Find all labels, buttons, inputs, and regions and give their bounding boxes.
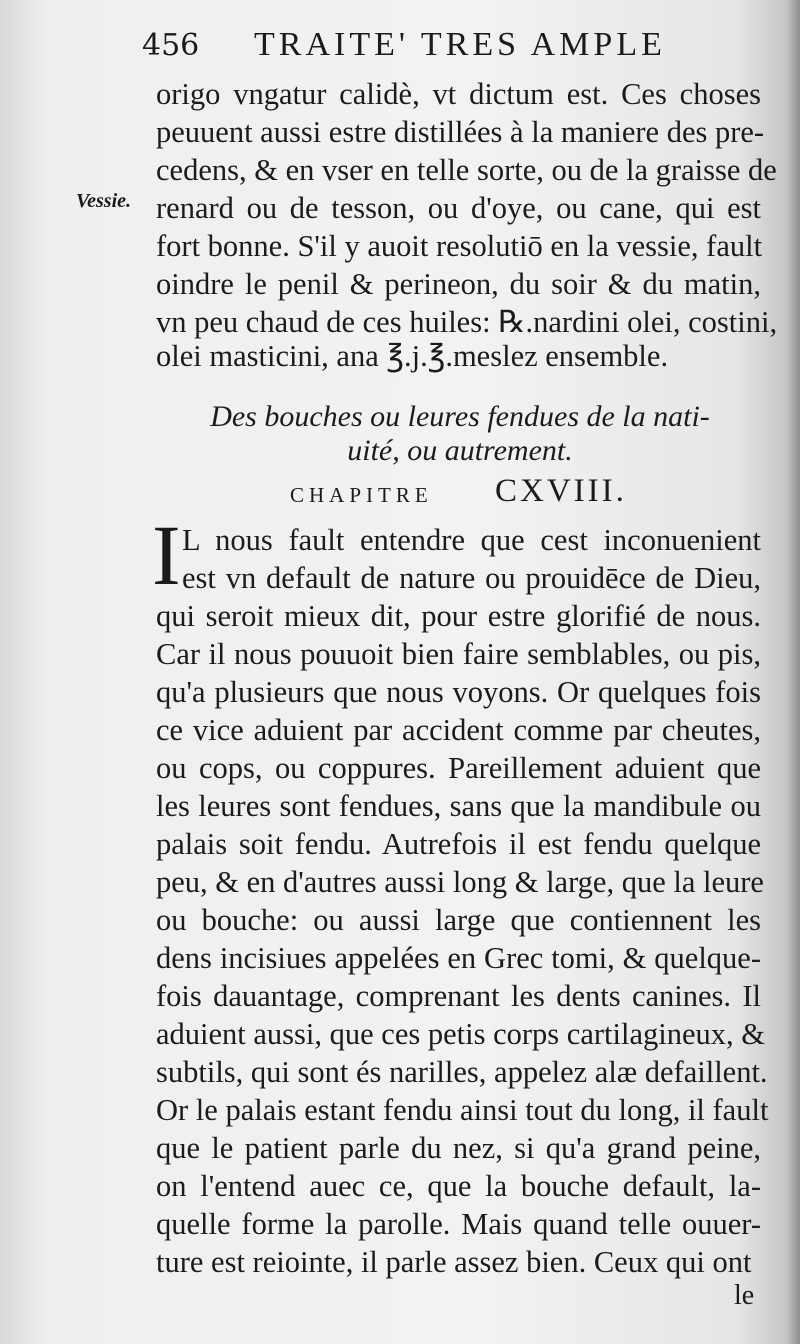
text-line: peu, & en d'autres aussi long & large, que la leure bbox=[156, 865, 764, 899]
text-line: fort bonne. S'il y auoit resolutiō en la vessie, fault bbox=[156, 229, 763, 263]
page-number: 456 bbox=[142, 28, 200, 63]
text-line: peuuent aussi estre distillées à la maniere des pre- bbox=[156, 115, 765, 149]
chapter-word: CHAPITRE bbox=[290, 483, 433, 507]
text-line: que le patient parle du nez, si qu'a grand peine, bbox=[156, 1131, 761, 1165]
text-line: est vn default de nature ou prouidēce de Dieu, bbox=[182, 561, 761, 595]
running-title: TRAITE' TRES AMPLE bbox=[254, 26, 666, 63]
text-line: Car il nous pouuoit bien faire semblables, ou pis, bbox=[156, 637, 761, 671]
text-line: fois dauantage, comprenant les dents canines. Il bbox=[156, 979, 761, 1013]
chapter-heading bbox=[290, 473, 690, 513]
text-line: qui seroit mieux dit, pour estre glorifié de nous. bbox=[156, 599, 761, 633]
text-line: cedens, & en vser en telle sorte, ou de la graisse de bbox=[156, 153, 777, 187]
text-line: qu'a plusieurs que nous voyons. Or quelques fois bbox=[156, 675, 761, 709]
text-line: origo vngatur calidè, vt dictum est. Ces choses bbox=[156, 77, 761, 111]
text-line: ce vice aduient par accident comme par cheutes, bbox=[156, 713, 761, 747]
text-line: ou bouche: ou aussi large que contiennent les bbox=[156, 903, 761, 937]
text-line: renard ou de tesson, ou d'oye, ou cane, qui est bbox=[156, 191, 761, 225]
text-line: olei masticini, ana ℥.j.℥.meslez ensemble. bbox=[156, 339, 669, 373]
catchword: le bbox=[734, 1280, 755, 1311]
text-line: subtils, qui sont és narilles, appelez alæ defaillent. bbox=[156, 1055, 768, 1089]
text-line: dens incisiues appelées en Grec tomi, & quelque- bbox=[156, 941, 761, 975]
text-line: ou cops, ou coppures. Pareillement aduient que bbox=[156, 751, 761, 785]
text-line: L nous fault entendre que cest inconuenient bbox=[182, 523, 761, 557]
text-line: aduient aussi, que ces petis corps cartilagineux, & bbox=[156, 1017, 765, 1051]
page-header bbox=[142, 22, 702, 72]
section-heading-line: uité, ou autrement. bbox=[347, 434, 573, 467]
text-line: ture est reiointe, il parle assez bien. Ceux qui ont bbox=[156, 1245, 752, 1279]
chapter-number: CXVIII. bbox=[495, 473, 627, 509]
section-heading-line: Des bouches ou leures fendues de la nati- bbox=[210, 400, 710, 433]
margin-note: Vessie. bbox=[76, 190, 131, 212]
text-line: quelle forme la parolle. Mais quand telle ouuer- bbox=[156, 1207, 761, 1241]
text-line: Or le palais estant fendu ainsi tout du long, il fault bbox=[156, 1093, 769, 1127]
text-line: les leures sont fendues, sans que la mandibule ou bbox=[156, 789, 761, 823]
page-gutter-shadow bbox=[786, 0, 800, 1344]
text-line: palais soit fendu. Autrefois il est fendu quelque bbox=[156, 827, 761, 861]
text-line: on l'entend auec ce, que la bouche default, la- bbox=[156, 1169, 761, 1203]
drop-cap: I bbox=[152, 507, 181, 603]
text-line: oindre le penil & perineon, du soir & du matin, bbox=[156, 267, 761, 301]
text-line: vn peu chaud de ces huiles: ℞.nardini olei, costini, bbox=[156, 305, 778, 339]
